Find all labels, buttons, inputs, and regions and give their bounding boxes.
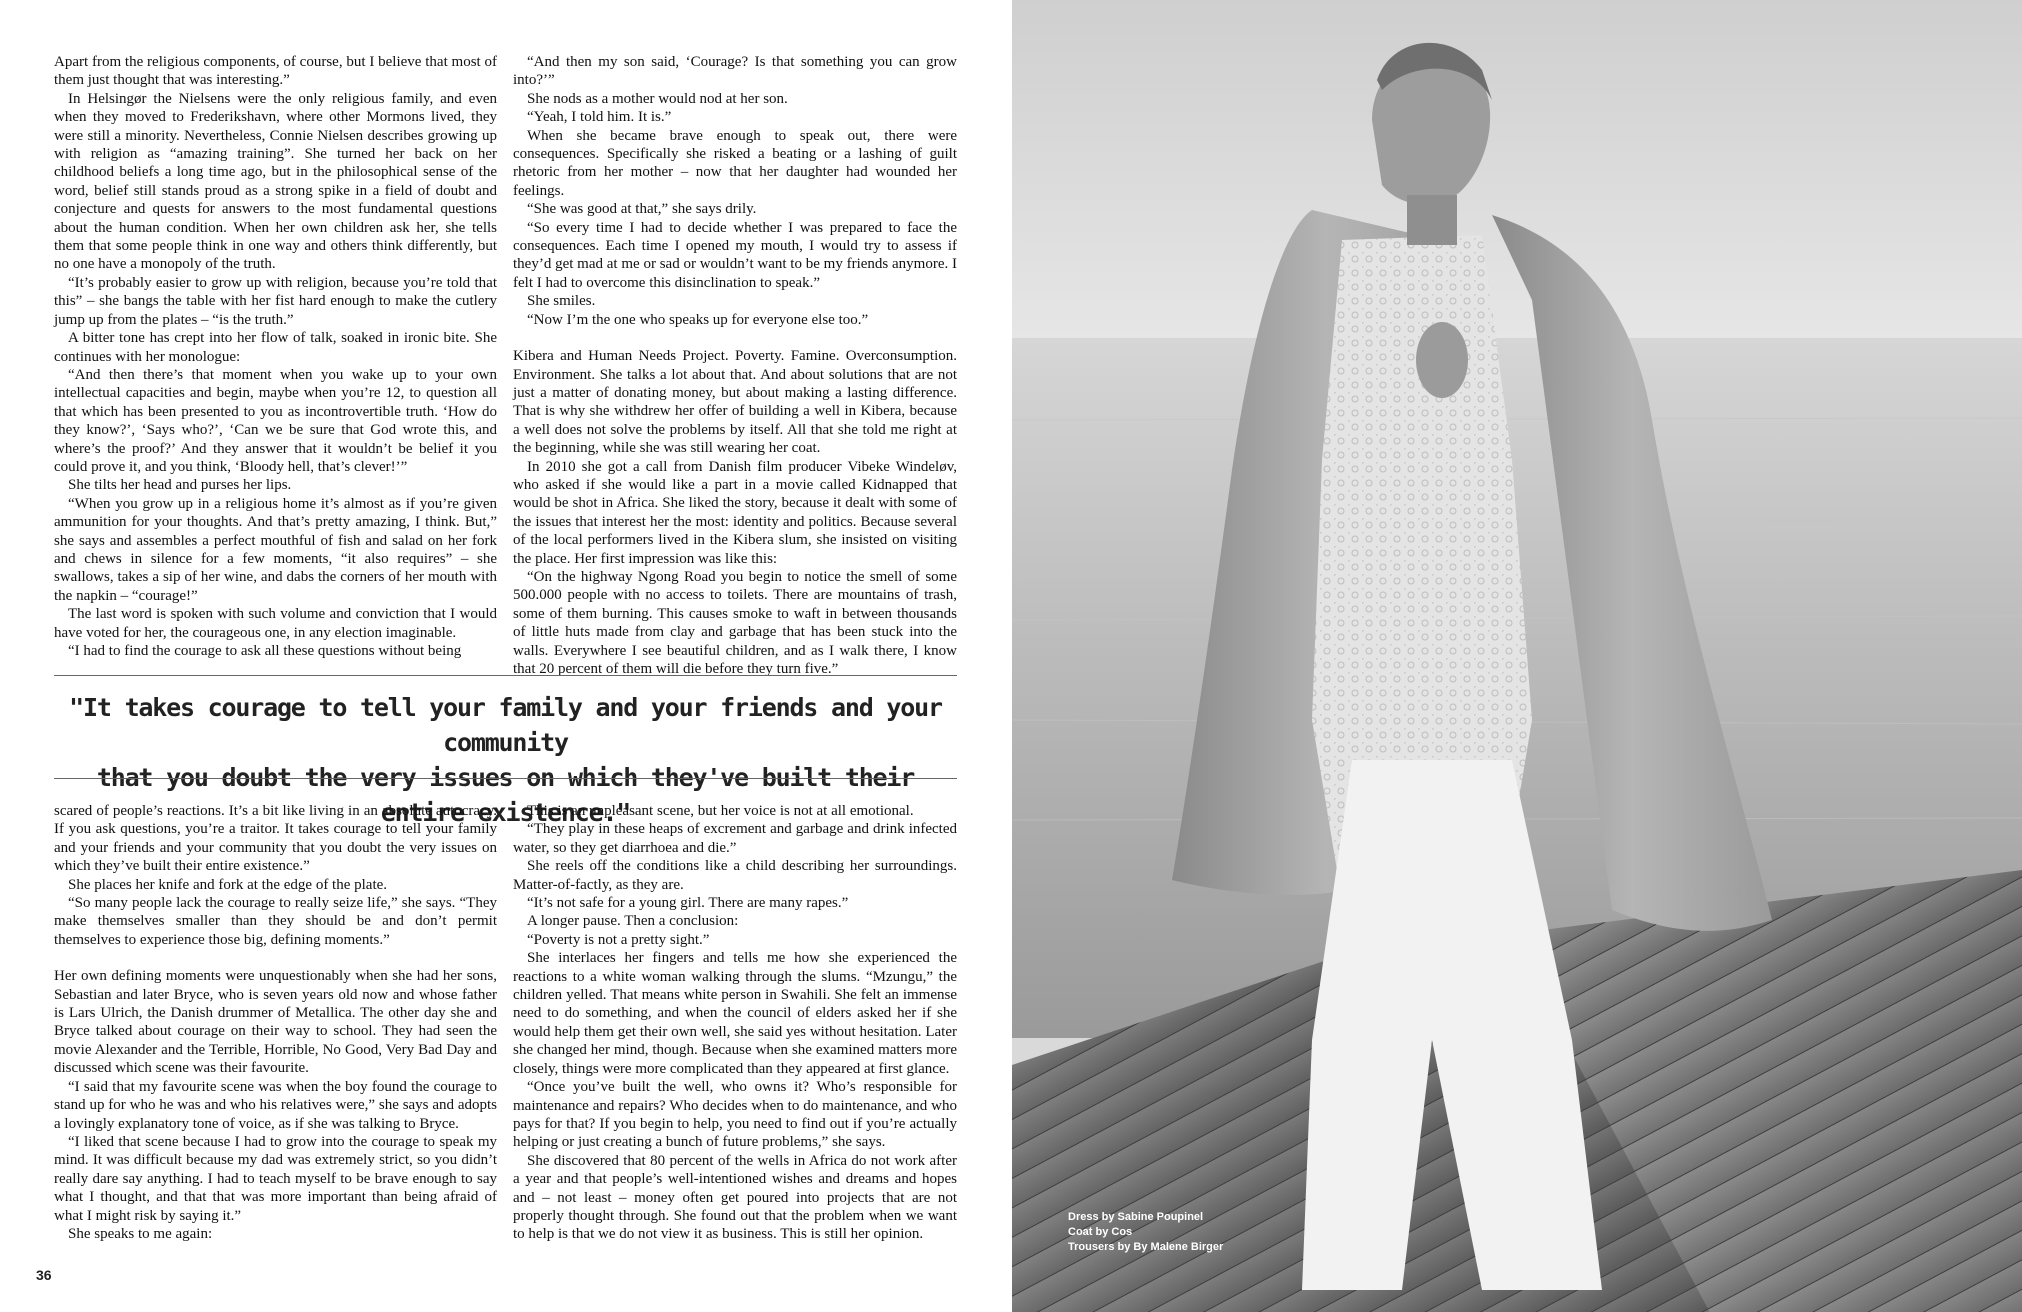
column-4 [513,802,957,1244]
paragraph: She interlaces her fingers and tells me how she experienced the reactions to a white woman walking through the slums. “Mzungu,” the children yelled. That means white person in Swahili. She felt an immense need to do something, and when the council of elders asked her if she would help them get their own well, she said yes without hesitation. Later she changed her mind, though. Because when she examined matters more closely, things were more complicated than they appeared at first glance. [513,950,957,1077]
paragraph: “Yeah, I told him. It is.” [527,109,672,126]
paragraph: “Once you’ve built the well, who owns it? Who’s responsible for maintenance and repairs? Who decides when to do maintenance, and who pays for that? If you begin to help, you need to find out if you’re actually helping or just creating a bunch of future problems,” she says. [513,1079,957,1151]
column-2 [513,53,957,678]
paragraph: “On the highway Ngong Road you begin to notice the smell of some 500.000 people with no access to toilets. There are mountains of trash, some of them burning. This causes smoke to waft in between thousands of little huts made from clay and garbage that has been stuck into the walls. Everywhere I see beautiful children, and as I walk there, I know that 20 percent of them will die before they turn five.” [513,568,957,677]
paragraph: She speaks to me again: [68,1225,213,1242]
paragraph: “She was good at that,” she says drily. [527,201,757,218]
paragraph: “It’s not safe for a young girl. There are many rapes.” [527,895,849,912]
paragraph: She nods as a mother would nod at her son. [527,90,788,107]
paragraph: She places her knife and fork at the edge of the plate. [68,876,388,893]
paragraph: “So many people lack the courage to really seize life,” she says. “They make themselves smaller than they should be and don’t permit themselves to experience those big, defining moments.” [54,895,497,948]
paragraph: She smiles. [527,293,596,310]
credit-coat: Coat by Cos [1068,1226,1133,1238]
credit-trousers: Trousers by By Malene Birger [1068,1241,1224,1253]
paragraph: When she became brave enough to speak out, there were consequences. Specifically she risked a beating or a lashing of guilt rhetoric from her mother – now that her daughter had wounded her feelings. [513,127,957,199]
paragraph: “So every time I had to decide whether I was prepared to face the consequences. Each time I opened my mouth, I would try to assess if they’d get mad at me or sad or wouldn’t want to be my friends anymore. I felt I had to overcome this disinclination to speak.” [513,219,957,291]
paragraph: “I had to find the courage to ask all these questions without being [68,643,462,659]
pull-quote-line-2: that you doubt the very issues on which they've built their entire existence." [96,763,915,827]
paragraph: Apart from the religious components, of course, but I believe that most of them just thought that was interesting.” [54,54,497,89]
paragraph: This is an unpleasant scene, but her voice is not at all emotional. [527,803,914,819]
paragraph: “They play in these heaps of excrement and garbage and drink infected water, so they get diarrhoea and die.” [513,821,957,856]
paragraph: “I said that my favourite scene was when the boy found the courage to stand up for who he was and who his relatives were,” she says and adopts a lovingly explanatory tone of voice, as if she was talking to Bryce. [54,1078,497,1132]
paragraph: The last word is spoken with such volume and conviction that I would have voted for her, the courageous one, in any election imaginable. [54,606,497,641]
photo-credits [1068,1210,1223,1255]
pull-quote-bottom-rule [54,778,957,779]
paragraph: In 2010 she got a call from Danish film producer Vibeke Windeløv, who asked if she would like a part in a movie called Kidnapped that would be shot in Africa. She liked the story, because it dealt with some of the issues that interest her the most: identity and politics. Because several of the local performers lived in the Kibera slum, she insisted on visiting the place. Her first impression was like this: [513,458,957,567]
paragraph: Kibera and Human Needs Project. Poverty. Famine. Overconsumption. Environment. She talks a lot about that. And about solutions that are not just a matter of donating money, but about making a lasting difference. That is why she withdrew her offer of building a well in Kibera, because a well does not solve the problems by itself. All that she told me right at the beginning, while she was still wearing her coat. [513,348,957,457]
paragraph: “Poverty is not a pretty sight.” [527,931,710,948]
portrait-photo [1012,0,2022,1312]
paragraph: She discovered that 80 percent of the wells in Africa do not work after a year and that people’s well-intentioned wishes and dreams and hopes and – not least – money often get poured into projects that are not properly thought through. She found out that the problem when we want to help is that we do not view it as business. This is still her opinion. [513,1152,957,1243]
pull-quote-line-1: "It takes courage to tell your family and your friends and your community [69,693,942,757]
page-number: 36 [36,1267,52,1283]
paragraph: “I liked that scene because I had to grow into the courage to speak my mind. It was difficult because my dad was extremely strict, so you didn’t really dare say anything. I had to teach myself to be brave enough to say what I thought, and that that was more important than being afraid of what I might risk by saying it.” [54,1133,497,1224]
paragraph: scared of people’s reactions. It’s a bit like living in an absolute autocracy. If you ask questions, you’re a traitor. It takes courage to tell your family and your friends and your community that you doubt the very issues on which they’ve built their entire existence.” [54,803,497,875]
paragraph: Her own defining moments were unquestionably when she had her sons, Sebastian and later Bryce, who is seven years old now and whose father is Lars Ulrich, the Danish drummer of Metallica. The other day she and Bryce talked about courage on their way to school. They had seen the movie Alexander and the Terrible, Horrible, No Good, Very Bad Day and discussed which scene was their favourite. [54,968,497,1077]
column-1 [54,53,497,660]
photo-illustration [1012,0,2022,1312]
column-3 [54,802,497,1243]
paragraph: “Now I’m the one who speaks up for everyone else too.” [527,311,869,328]
paragraph: “And then there’s that moment when you wake up to your own intellectual capacities and begin, maybe when you’re 12, to question all that which has been presented to you as incontrovertible truth. ‘How do they know?’, ‘Says who?’, ‘Can we be sure that God wrote this, and where’s the proof?’ And they answer that it wouldn’t be belief it you could prove it, and you think, ‘Bloody hell, that’s clever!’” [54,366,497,475]
paragraph: In Helsingør the Nielsens were the only religious family, and even when they moved to Frederikshavn, where other Mormons lived, they were still a minority. Nevertheless, Connie Nielsen describes growing up with religion as “amazing training”. She turned her back on her childhood beliefs a long time ago, but in the philosophical sense of the word, belief still stands proud as a strong spike in a field of doubt and conjecture and quests for answers to the most fundamental questions about the human condition. When her own children ask her, she tells them that some people think in one way and others think differently, but no one have a monopoly of the truth. [54,90,497,273]
paragraph: She reels off the conditions like a child describing her surroundings. Matter-of-factly, as they are. [513,858,957,893]
paragraph: “It’s probably easier to grow up with religion, because you’re told that this” – she bangs the table with her fist hard enough to make the cutlery jump up from the plates – “is the truth.” [54,274,497,328]
paragraph: A longer pause. Then a conclusion: [527,913,739,930]
paragraph: She tilts her head and purses her lips. [68,477,292,494]
paragraph: “And then my son said, ‘Courage? Is that something you can grow into?’” [513,54,957,89]
pull-quote-top-rule [54,675,957,676]
paragraph: A bitter tone has crept into her flow of talk, soaked in ironic bite. She continues with her monologue: [54,330,497,365]
credit-dress: Dress by Sabine Poupinel [1068,1211,1204,1223]
paragraph: “When you grow up in a religious home it’s almost as if you’re given ammunition for your thoughts. And that’s pretty amazing, I think. But,” she says and assembles a perfect mouthful of fish and salad on her fork and chews in silence for a few moments, “it also requires” – she swallows, takes a sip of her wine, and dabs the corners of her mouth with the napkin – “courage!” [54,495,497,604]
